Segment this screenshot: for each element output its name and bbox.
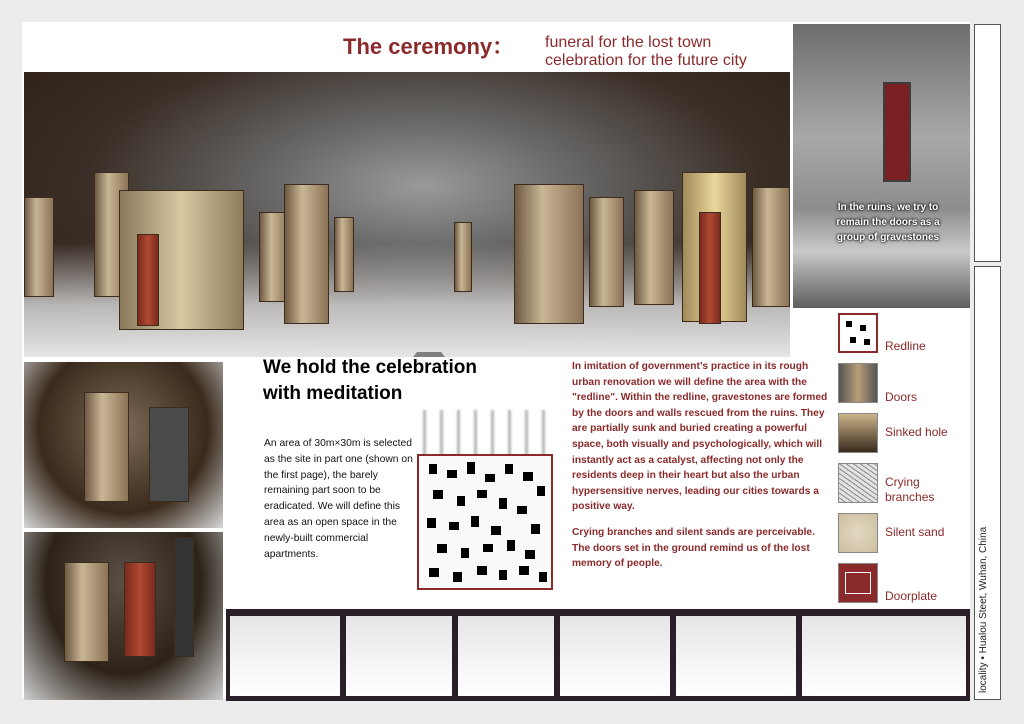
- block: [447, 470, 457, 478]
- section-heading: [263, 355, 477, 407]
- silent-sand-swatch-icon: [838, 513, 878, 553]
- block: [491, 526, 501, 535]
- block: [483, 544, 493, 552]
- block: [429, 464, 437, 474]
- redline-plan: [417, 454, 553, 590]
- perspective-panel: [802, 616, 966, 696]
- block: [519, 566, 529, 575]
- block: [517, 506, 527, 514]
- hero-render-image: [24, 72, 790, 357]
- doorplate-swatch-icon: [838, 563, 878, 603]
- perspective-panel: [346, 616, 454, 696]
- plan-shadow-graphic: [417, 410, 553, 456]
- block: [539, 572, 547, 582]
- caption-line: In the ruins, we try to: [837, 202, 939, 213]
- block: [433, 490, 443, 499]
- block: [429, 568, 439, 577]
- block: [457, 496, 465, 506]
- legend-item-redline: [838, 313, 963, 361]
- block: [449, 522, 459, 530]
- caption-line: remain the doors as a: [836, 217, 940, 228]
- block: [471, 516, 479, 527]
- sinked-hole-swatch-icon: [838, 413, 878, 453]
- render-image-sunken-door: [24, 532, 223, 700]
- door-shape: [589, 197, 624, 307]
- door-in-ruins: [883, 82, 911, 182]
- door-shape: [514, 184, 584, 324]
- poster-subtitle: [545, 34, 747, 70]
- block: [525, 550, 535, 559]
- block: [499, 570, 507, 580]
- legend-label: Silent sand: [885, 525, 945, 539]
- perspective-panel: [676, 616, 798, 696]
- block: [427, 518, 436, 528]
- concept-paragraph-1: In imitation of government’s practice in its rough urban renovation we will define the area with the "redline". Within the redline, gravestones are formed by the doors and walls rescued from the ruins. They are partially sunk and buried creating a powerful space, both visually and psychologically, which will instantly act as a catalyst, affecting not only the residents deep in their heart but also the urban hypersensitive nerves, leading our cities towards a positive way.: [572, 361, 828, 513]
- crying-branches-swatch-icon: [838, 463, 878, 503]
- perspective-panel: [230, 616, 342, 696]
- legend-label: Redline: [885, 339, 926, 353]
- legend-label: Sinked hole: [885, 425, 948, 439]
- door-shape: [454, 222, 472, 292]
- wall-shape: [174, 537, 194, 657]
- heading-line-1: We hold the celebration: [263, 357, 477, 378]
- redline-swatch-icon: [838, 313, 878, 353]
- legend-item-silent-sand: [838, 513, 963, 561]
- legend-item-sinked-hole: [838, 413, 963, 461]
- heading-line-2: with meditation: [263, 383, 403, 404]
- block: [477, 490, 487, 498]
- block: [461, 548, 469, 558]
- block: [537, 486, 545, 496]
- concept-description: [572, 359, 828, 582]
- block: [531, 524, 540, 534]
- block: [437, 544, 447, 553]
- door-shape: [634, 190, 674, 305]
- locality-label: locality • Hualou Steet, Wuhan, China: [978, 526, 989, 693]
- perspective-panel: [458, 616, 556, 696]
- legend-item-doors: [838, 363, 963, 411]
- legend-item-doorplate: [838, 563, 963, 611]
- caption-line: group of gravestones: [836, 232, 940, 243]
- door-shape: [752, 187, 790, 307]
- door-shape: [284, 184, 329, 324]
- doors-swatch-icon: [838, 363, 878, 403]
- perspective-panel: [560, 616, 672, 696]
- subtitle-line-2: celebration for the future city: [545, 52, 747, 69]
- block: [507, 540, 515, 551]
- block: [485, 474, 495, 482]
- screen-wall-shape: [149, 407, 189, 502]
- block: [505, 464, 513, 474]
- perspective-sequence-strip: [226, 609, 970, 701]
- subtitle-line-1: funeral for the lost town: [545, 34, 712, 51]
- legend-item-crying-branches: [838, 463, 963, 511]
- side-box-top: [974, 24, 1001, 262]
- door-shape: [334, 217, 354, 292]
- legend-label: Crying branches: [885, 475, 935, 504]
- door-shape: [24, 197, 54, 297]
- block: [453, 572, 462, 582]
- legend-label: Doors: [885, 390, 918, 404]
- door-shape: [84, 392, 129, 502]
- door-shape: [124, 562, 156, 657]
- block: [523, 472, 533, 481]
- door-shape: [64, 562, 109, 662]
- block: [467, 462, 475, 474]
- door-shape: [137, 234, 159, 326]
- block: [477, 566, 487, 575]
- ruins-photo: [793, 24, 970, 308]
- concept-paragraph-2: Crying branches and silent sands are perceivable. The doors set in the ground remind us of the lost memory of people.: [572, 526, 815, 570]
- poster-title: The ceremony：: [343, 34, 515, 59]
- render-image-door-closeup: [24, 362, 223, 528]
- site-description: An area of 30m×30m is selected as the site in part one (shown on the first page), the barely remaining part soon to be eradicated. We will define this area as an open space in the newly-built commercial apartments.: [264, 438, 413, 560]
- legend-label: Doorplate: [885, 589, 938, 603]
- block: [499, 498, 507, 509]
- door-shape: [699, 212, 721, 324]
- ruins-photo-caption: [813, 200, 963, 245]
